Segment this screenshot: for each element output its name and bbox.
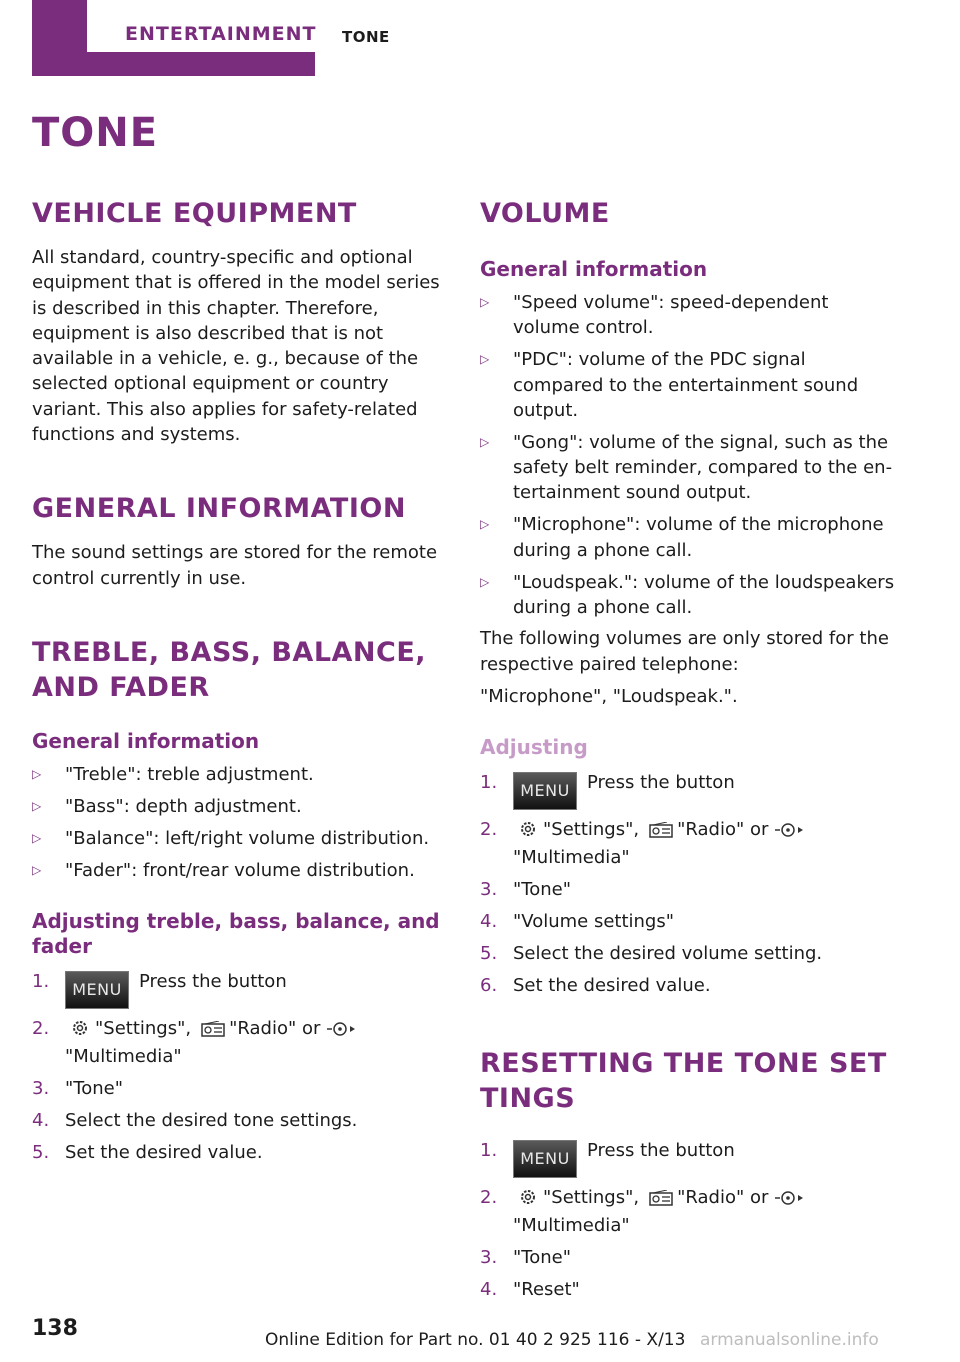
volume-note-values: "Microphone", "Loudspeak.".: [480, 685, 738, 707]
heading-resetting-tone: RESETTING THE TONE SET TINGS: [480, 1048, 887, 1115]
header-topic: TONE: [342, 28, 390, 46]
step-1: 1. MENU Press the button: [480, 770, 900, 810]
multimedia-icon: [326, 1019, 360, 1044]
edition-note: Online Edition for Part no. 01 40 2 925 116 - X/13: [265, 1330, 686, 1350]
triangle-right-icon: ▷: [32, 830, 42, 845]
step-2: 2. "Settings", "Radio" or "Multimedia": [480, 817, 900, 871]
step-6: 6. Set the desired value.: [480, 975, 711, 997]
subheading-general-information: General information: [32, 728, 260, 753]
step-3: 3. "Tone": [480, 879, 571, 901]
volume-options-list: [480, 290, 900, 620]
list-item: ▷ "Balance": left/right volume distribution.: [32, 826, 452, 851]
gear-icon: [517, 1188, 539, 1213]
multimedia-icon: [774, 1188, 808, 1213]
gear-icon: [517, 820, 539, 845]
list-item: ▷ "Fader": front/rear volume distribution.: [32, 858, 452, 883]
step-4: 4. Select the desired tone settings.: [32, 1110, 358, 1132]
heading-vehicle-equipment: VEHICLE EQUIPMENT: [32, 198, 357, 229]
page-number: 138: [32, 1316, 78, 1341]
step-3: 3. "Tone": [32, 1078, 123, 1100]
step-2: 2. "Settings", "Radio" or "Multimedia": [32, 1016, 452, 1070]
left-column: [32, 196, 452, 1165]
menu-button-icon: MENU: [513, 772, 577, 810]
triangle-right-icon: ▷: [480, 574, 490, 589]
treble-steps: [32, 969, 452, 1165]
subheading-volume-general: General information: [480, 257, 708, 281]
header-section-label: ENTERTAINMENT: [87, 0, 323, 52]
step-1: 1. MENU Press the button: [480, 1138, 900, 1178]
treble-options-list: [32, 762, 452, 883]
step-4: 4. "Reset": [480, 1279, 580, 1301]
radio-icon: [649, 1188, 673, 1213]
menu-button-icon: MENU: [513, 1140, 577, 1178]
step-3: 3. "Tone": [480, 1247, 571, 1269]
list-item: ▷ "Gong": volume of the signal, such as the safety belt reminder, compared to the entertainment sound output.: [480, 431, 893, 504]
heading-treble-bass: TREBLE, BASS, BALANCE, AND FADER: [32, 636, 427, 703]
watermark: armanualsonline.info: [700, 1330, 879, 1350]
subheading-adjusting-volume: Adjusting: [480, 735, 588, 760]
list-item: ▷ "Treble": treble adjustment.: [32, 762, 452, 787]
menu-button-icon: MENU: [65, 971, 129, 1009]
triangle-right-icon: ▷: [32, 798, 42, 813]
step-5: 5. Set the desired value.: [32, 1142, 263, 1164]
step-4: 4. "Volume settings": [480, 911, 675, 933]
reset-steps: [480, 1138, 900, 1302]
heading-general-information: GENERAL INFORMATION: [32, 493, 406, 525]
multimedia-icon: [774, 820, 808, 845]
general-information-text: The sound settings are stored for the remote control currently in use.: [32, 542, 438, 589]
list-item: ▷ "Microphone": volume of the microphone during a phone call.: [480, 514, 884, 561]
triangle-right-icon: ▷: [480, 517, 490, 532]
triangle-right-icon: ▷: [32, 862, 42, 877]
subheading-adjusting-treble: Adjusting treble, bass, balance, and fader: [32, 909, 440, 959]
right-column: [480, 196, 900, 1303]
radio-icon: [201, 1019, 225, 1044]
triangle-right-icon: ▷: [480, 352, 490, 367]
triangle-right-icon: ▷: [480, 295, 490, 309]
page-title: TONE: [32, 110, 159, 156]
step-2: 2. "Settings", "Radio" or "Multimedia": [480, 1185, 900, 1239]
vehicle-equipment-text: All standard, country-specific and optional equipment that is offered in the model series is described in this chapter. Therefore, equipment is also described that is not available in a vehicle, e. g., because of the selected optional equipment or country variant. This also applies for safety-related functions and systems.: [32, 247, 440, 446]
triangle-right-icon: ▷: [480, 434, 490, 449]
step-5: 5. Select the desired volume setting.: [480, 943, 823, 965]
step-1: 1. MENU Press the button: [32, 969, 452, 1009]
list-item: ▷ "Loudspeak.": volume of the loudspeakers during a phone call.: [480, 571, 895, 619]
list-item: ▷ "PDC": volume of the PDC signal compared to the entertainment sound output.: [480, 349, 859, 421]
header-tab: [32, 0, 315, 76]
list-item: ▷ "Speed volume": speed-dependent volume control.: [480, 292, 829, 339]
radio-icon: [649, 820, 673, 845]
heading-volume: VOLUME: [480, 198, 610, 229]
list-item: ▷ "Bass": depth adjustment.: [32, 794, 452, 819]
volume-note: The following volumes are only stored for the respective paired telephone:: [480, 628, 889, 675]
triangle-right-icon: ▷: [32, 766, 42, 781]
gear-icon: [69, 1019, 91, 1044]
volume-steps: [480, 770, 900, 998]
